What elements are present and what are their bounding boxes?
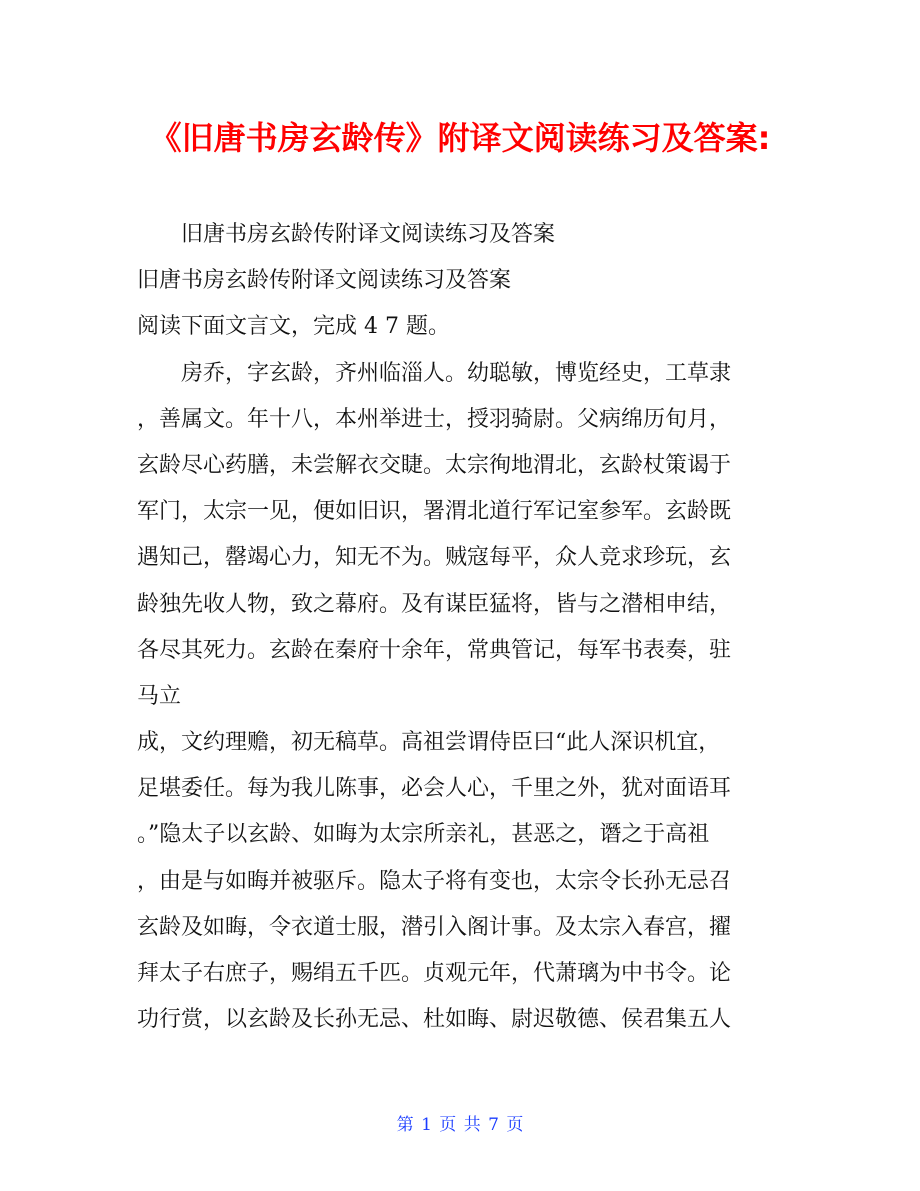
text-line: 军门，太宗一见，便如旧识，署渭北道行军记室参军。玄龄既 [137,499,732,525]
text-line: 成，文约理赡，初无稿草。高祖尝谓侍臣曰“此人深识机宜， [137,730,721,756]
text-line: 。”隐太子以玄龄、如晦为太宗所亲礼，甚恶之，谮之于高祖 [137,822,710,848]
text-line: 玄龄尽心药膳，未尝解衣交睫。太宗徇地渭北，玄龄杖策谒于 [137,452,732,478]
text-line: 龄独先收人物，致之幕府。及有谋臣猛将，皆与之潜相申结， [137,591,732,617]
text-line: 各尽其死力。玄龄在秦府十余年，常典管记，每军书表奏，驻 [137,637,732,663]
text-line: 遇知己，罄竭心力，知无不为。贼寇每平，众人竞求珍玩，玄 [137,545,732,571]
text-line: 玄龄及如晦，令衣道士服，潜引入阁计事。及太宗入春宫，擢 [137,914,732,940]
document-body [137,212,787,1043]
subtitle-line: 旧唐书房玄龄传附译文阅读练习及答案 [137,268,512,294]
text-line: 马立 [137,683,182,709]
text-line: ，善属文。年十八，本州举进士，授羽骑尉。父病绵历旬月， [137,406,732,432]
text-line: 房乔，字玄龄，齐州临淄人。幼聪敏，博览经史，工草隶 [181,360,732,386]
text-line: 功行赏，以玄龄及长孙无忌、杜如晦、尉迟敬德、侯君集五人 [137,1007,732,1033]
document-title: 《旧唐书房玄龄传》附译文阅读练习及答案: [149,119,771,157]
page-number: 第 1 页 共 7 页 [396,1115,524,1135]
text-line: 拜太子右庶子，赐绢五千匹。贞观元年，代萧璃为中书令。论 [137,961,732,986]
text-line: 足堪委任。每为我儿陈事，必会人心，千里之外，犹对面语耳 [137,776,732,802]
instruction-line: 阅读下面文言文，完成 4 7 题。 [137,314,450,340]
subtitle-line: 旧唐书房玄龄传附译文阅读练习及答案 [181,222,556,247]
text-line: ，由是与如晦并被驱斥。隐太子将有变也，太宗令长孙无忌召 [137,868,732,894]
